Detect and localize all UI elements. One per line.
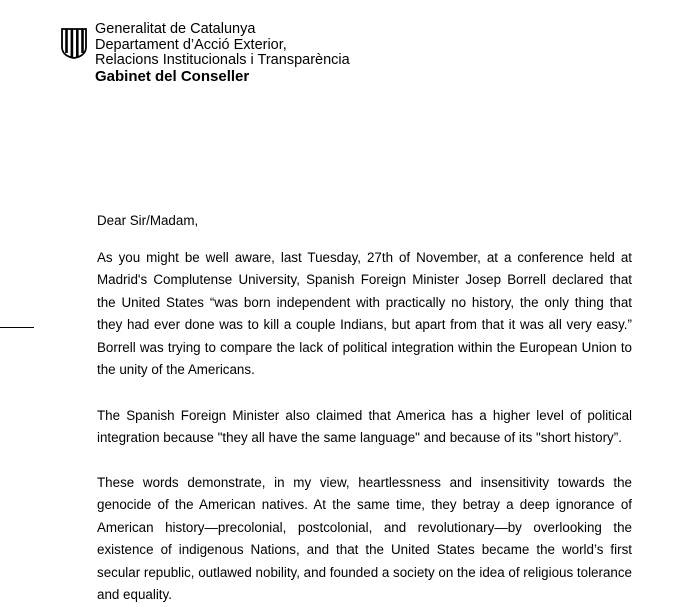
letterhead-line-department: Departament d’Acció Exterior, bbox=[95, 36, 287, 53]
catalan-government-emblem-icon bbox=[60, 27, 88, 59]
letterhead-line-government: Generalitat de Catalunya bbox=[95, 21, 256, 37]
letterhead-text bbox=[95, 22, 350, 85]
paragraph-ignorance-of-history: These words demonstrate, in my view, heartlessness and insensitivity towards the genocide of the American natives. At the same time, they betray a deep ignorance of American history—precolonial, postcolonial, and revolutionary—by overlooking the existence of indigenous Nations, and that the United States became the world’s first secular republic, outlawed nobility, and founded a society on the idea of religious tolerance and equality. bbox=[97, 474, 632, 602]
paragraph-political-integration: The Spanish Foreign Minister also claimed that America has a higher level of political integration because "they all have the same language" and because of its "short history”. bbox=[97, 407, 632, 445]
letterhead bbox=[60, 22, 350, 85]
letterhead-line-relations: Relacions Institucionals i Transparència bbox=[95, 52, 350, 68]
paragraph-borrell-statement: As you might be well aware, last Tuesday, 27th of November, at a conference held at Madrid's Complutense University, Spanish Foreign Minister Josep Borrell declared that the United States “was born independent with practically no history, the only thing that they had ever done was to kill a couple Indians, but apart from that it was all very easy.” Borrell was trying to compare the lack of political integration within the European Union to the unity of the Americans. bbox=[97, 249, 632, 377]
margin-fold-mark bbox=[0, 327, 34, 328]
letterhead-office: Gabinet del Conseller bbox=[95, 67, 250, 85]
salutation: Dear Sir/Madam, bbox=[97, 213, 199, 228]
letter-body bbox=[97, 210, 632, 607]
